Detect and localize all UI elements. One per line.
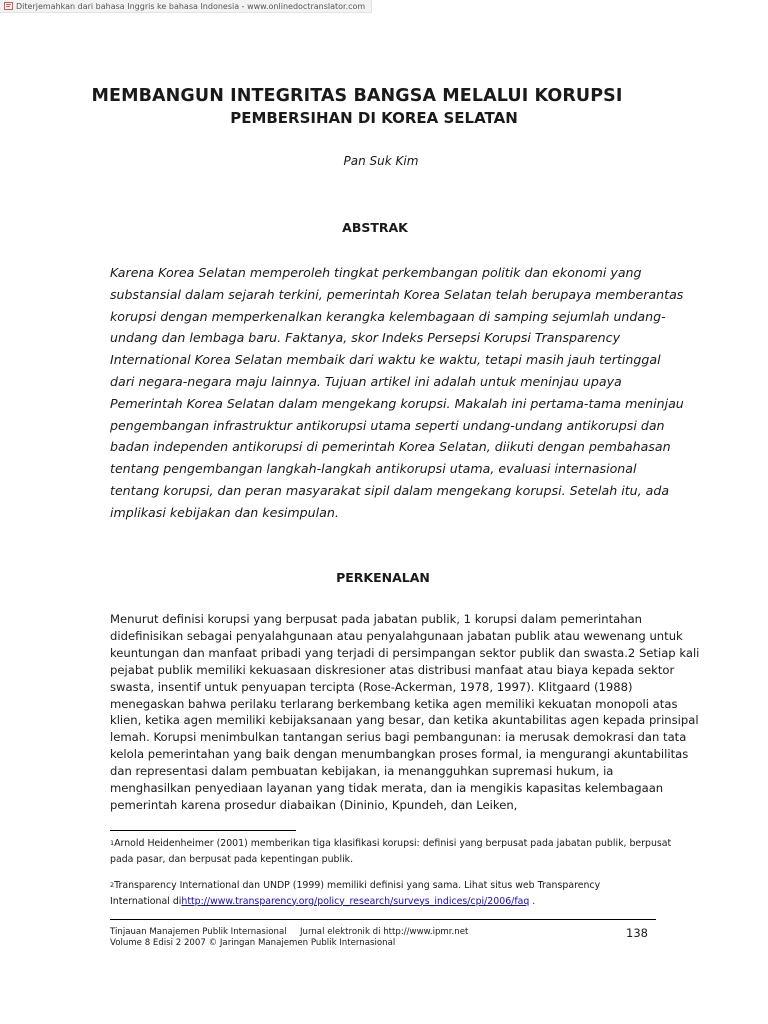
- title-line-2: PEMBERSIHAN DI KOREA SELATAN: [230, 109, 518, 127]
- footer-volume: Volume 8 Edisi 2 2007 © Jaringan Manajemen Publik Internasional: [110, 938, 396, 948]
- footnote-text: Transparency International dan UNDP (1999) memiliki definisi yang sama. Lihat situs web Transparency: [114, 880, 601, 891]
- abstract-line: International Korea Selatan membaik dari waktu ke waktu, tetapi masih jauh tertinggal: [110, 352, 661, 368]
- introduction-heading: PERKENALAN: [336, 570, 430, 585]
- footnote-number: 2: [110, 881, 115, 889]
- footnote-line: pada pasar, dan berpusat pada kepentingan publik.: [110, 853, 354, 865]
- title-line-1: MEMBANGUN INTEGRITAS BANGSA MELALUI KORUPSI: [91, 86, 623, 106]
- abstract-line: Karena Korea Selatan memperoleh tingkat perkembangan politik dan ekonomi yang: [110, 265, 642, 280]
- abstract-line: badan independen antikorupsi di pemerintah Korea Selatan, diikuti dengan pembahasan: [110, 439, 671, 455]
- abstract-text: [110, 262, 684, 524]
- paragraph-line: menegaskan bahwa perilaku terlarang berkembang ketika agen memiliki kekuatan monopoli atas: [110, 696, 678, 711]
- footnote-number: 1: [110, 839, 115, 847]
- paragraph-line: menghasilkan penyediaan layanan yang tidak merata, dan ia mengikis kapasitas kelembagaan: [110, 781, 664, 796]
- banner-text[interactable]: Diterjemahkan dari bahasa Inggris ke bahasa Indonesia - www.onlinedoctranslator.com: [16, 1, 366, 11]
- translator-banner[interactable]: [0, 0, 372, 13]
- footnote-1: [110, 836, 670, 867]
- footnote-line: [110, 836, 670, 852]
- abstract-line: korupsi dengan memperkenalkan kerangka kelembagaan di samping sejumlah undang-: [110, 308, 666, 324]
- paragraph-line: pejabat publik memiliki kekuasaan diskresioner atas distribusi manfaat atau biaya kepada sektor: [110, 662, 675, 677]
- abstract-line: substansial dalam sejarah terkini, pemerintah Korea Selatan telah berupaya memberantas: [110, 286, 684, 302]
- paragraph-line: klien, ketika agen memiliki kebijaksanaan yang besar, dan ketika akuntabilitas agen kepada prinsipal: [110, 713, 699, 728]
- author-name: Pan Suk Kim: [343, 154, 419, 168]
- paragraph-line: kelola pemerintahan yang baik dengan menumbangkan proses formal, ia mengurangi akuntabilitas: [110, 747, 689, 762]
- footer-journal-name: Tinjauan Manajemen Publik Internasional: [110, 927, 287, 937]
- footnote-line: [110, 878, 670, 894]
- abstract-line: implikasi kebijakan dan kesimpulan.: [110, 504, 339, 520]
- footnote-text: .: [529, 895, 536, 907]
- footer-ejournal: Jurnal elektronik di http://www.ipmr.net: [300, 927, 469, 937]
- paragraph-line: dan representasi dalam pembuatan kebijakan, ia menangguhkan supremasi hukum, ia: [110, 764, 614, 779]
- paragraph-line: keuntungan dan manfaat pribadi yang terjadi di persimpangan sektor publik dan swasta.2 Setiap kali: [110, 645, 700, 660]
- introduction-paragraph: [110, 611, 700, 814]
- page-number: 138: [626, 926, 648, 940]
- abstract-line: tentang korupsi, dan peran masyarakat sipil dalam mengekang korupsi. Setelah itu, ada: [110, 482, 670, 498]
- footnote-line: [110, 894, 670, 910]
- abstract-heading: ABSTRAK: [342, 220, 408, 235]
- abstract-line: undang dan lembaga baru. Faktanya, skor Indeks Persepsi Korupsi Transparency: [110, 330, 621, 346]
- paragraph-line: pemerintah karena prosedur diabaikan (Dininio, Kpundeh, dan Leiken,: [110, 797, 518, 812]
- paragraph-line: swasta, insentif untuk penyuapan tercipta (Rose-Ackerman, 1978, 1997). Klitgaard (1988): [110, 679, 633, 694]
- footnote-divider: [110, 830, 296, 831]
- paragraph-line: didefinisikan sebagai penyalahgunaan atau penyalahgunaan jabatan publik atau wewenang untuk: [110, 628, 683, 643]
- abstract-line: pengembangan infrastruktur antikorupsi utama seperti undang-undang antikorupsi dan: [110, 417, 665, 433]
- translate-document-icon: [4, 2, 13, 10]
- abstract-line: dari negara-negara maju lainnya. Tujuan artikel ini adalah untuk meninjau upaya: [110, 373, 622, 389]
- paragraph-line: Menurut definisi korupsi yang berpusat pada jabatan publik, 1 korupsi dalam pemerintahan: [110, 612, 643, 626]
- transparency-link[interactable]: http://www.transparency.org/policy_research/surveys_indices/cpi/2006/faq: [181, 895, 530, 907]
- footnote-2: [110, 878, 670, 909]
- abstract-line: tentang pengembangan langkah-langkah antikorupsi utama, evaluasi internasional: [110, 461, 637, 477]
- paragraph-line: lemah. Korupsi menimbulkan tantangan serius bagi pembangunan: ia merusak demokrasi dan tata: [110, 730, 687, 745]
- abstract-line: Pemerintah Korea Selatan dalam mengekang korupsi. Makalah ini pertama-tama meninjau: [110, 395, 684, 411]
- footnote-text: Arnold Heidenheimer (2001) memberikan tiga klasifikasi korupsi: definisi yang berpusat pada jabatan publik, berpusat: [114, 838, 672, 849]
- footer-divider: [110, 919, 656, 920]
- footnote-text: International di: [110, 895, 182, 907]
